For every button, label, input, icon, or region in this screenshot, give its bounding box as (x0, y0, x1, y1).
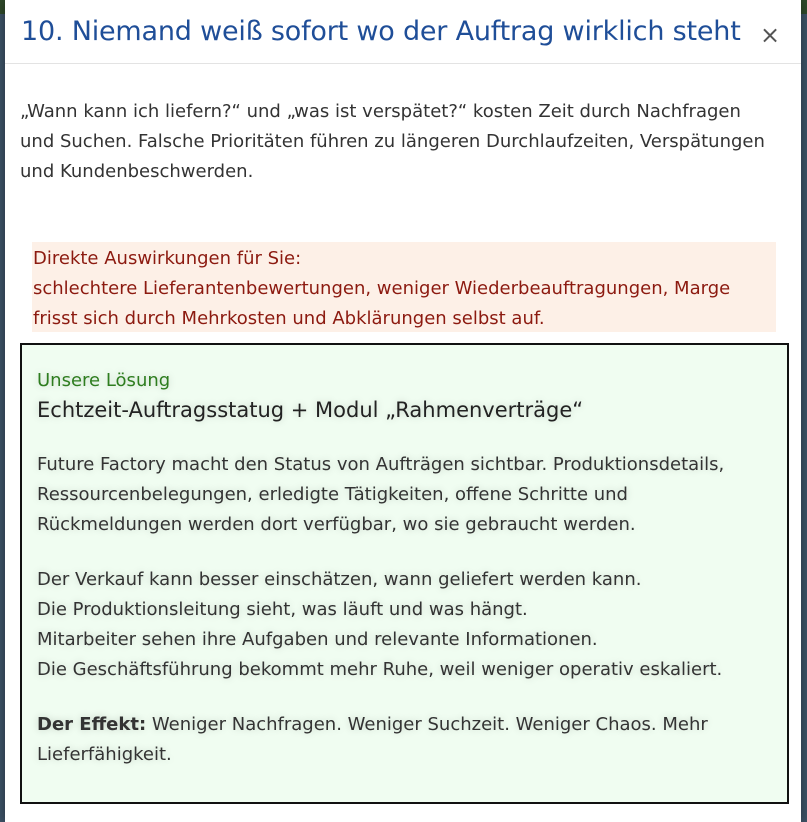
close-icon[interactable]: × (759, 21, 781, 49)
solution-label: Unsere Lösung (37, 370, 171, 391)
impact-text: schlechtere Lieferantenbewertungen, weniger Wiederbeauftragungen, Marge frisst sich durch Mehrkosten und Abklärungen selbst auf. (33, 278, 731, 329)
intro-text: „Wann kann ich liefern?“ und „was ist verspätet?“ kosten Zeit durch Nachfragen und Suchen. Falsche Prioritäten führen zu längeren Durchlaufzeiten, Verspätungen und Kundenbeschwerden. (20, 101, 765, 182)
effect-text: Weniger Nachfragen. Weniger Suchzeit. Weniger Chaos. Mehr Lieferfähigkeit. (37, 714, 708, 765)
impact-heading: Direkte Auswirkungen für Sie: (33, 248, 302, 269)
effect-label: Der Effekt: (37, 714, 147, 735)
solution-heading: Echtzeit-Auftragsstatug + Modul „Rahmenverträge“ (37, 398, 584, 422)
solution-line-management: Die Geschäftsführung bekommt mehr Ruhe, weil weniger operativ eskaliert. (37, 659, 723, 680)
solution-line-production: Die Produktionsleitung sieht, was läuft und was hängt. (37, 599, 528, 620)
impact-box (32, 242, 776, 332)
solution-lines (37, 565, 772, 685)
solution-paragraph: Future Factory macht den Status von Aufträgen sichtbar. Produktionsdetails, Ressourcenbelegungen, erledigte Tätigkeiten, offene Schritte und Rückmeldungen werden dort verfügbar, wo sie gebraucht werden. (37, 454, 725, 535)
modal-title: 10. Niemand weiß sofort wo der Auftrag wirklich steht (21, 16, 741, 47)
effect-paragraph (37, 710, 772, 770)
solution-box (20, 343, 789, 804)
modal-dialog (5, 0, 801, 822)
solution-line-employees: Mitarbeiter sehen ihre Aufgaben und relevante Informationen. (37, 629, 598, 650)
solution-line-sales: Der Verkauf kann besser einschätzen, wann geliefert werden kann. (37, 569, 642, 590)
modal-header (5, 0, 801, 64)
